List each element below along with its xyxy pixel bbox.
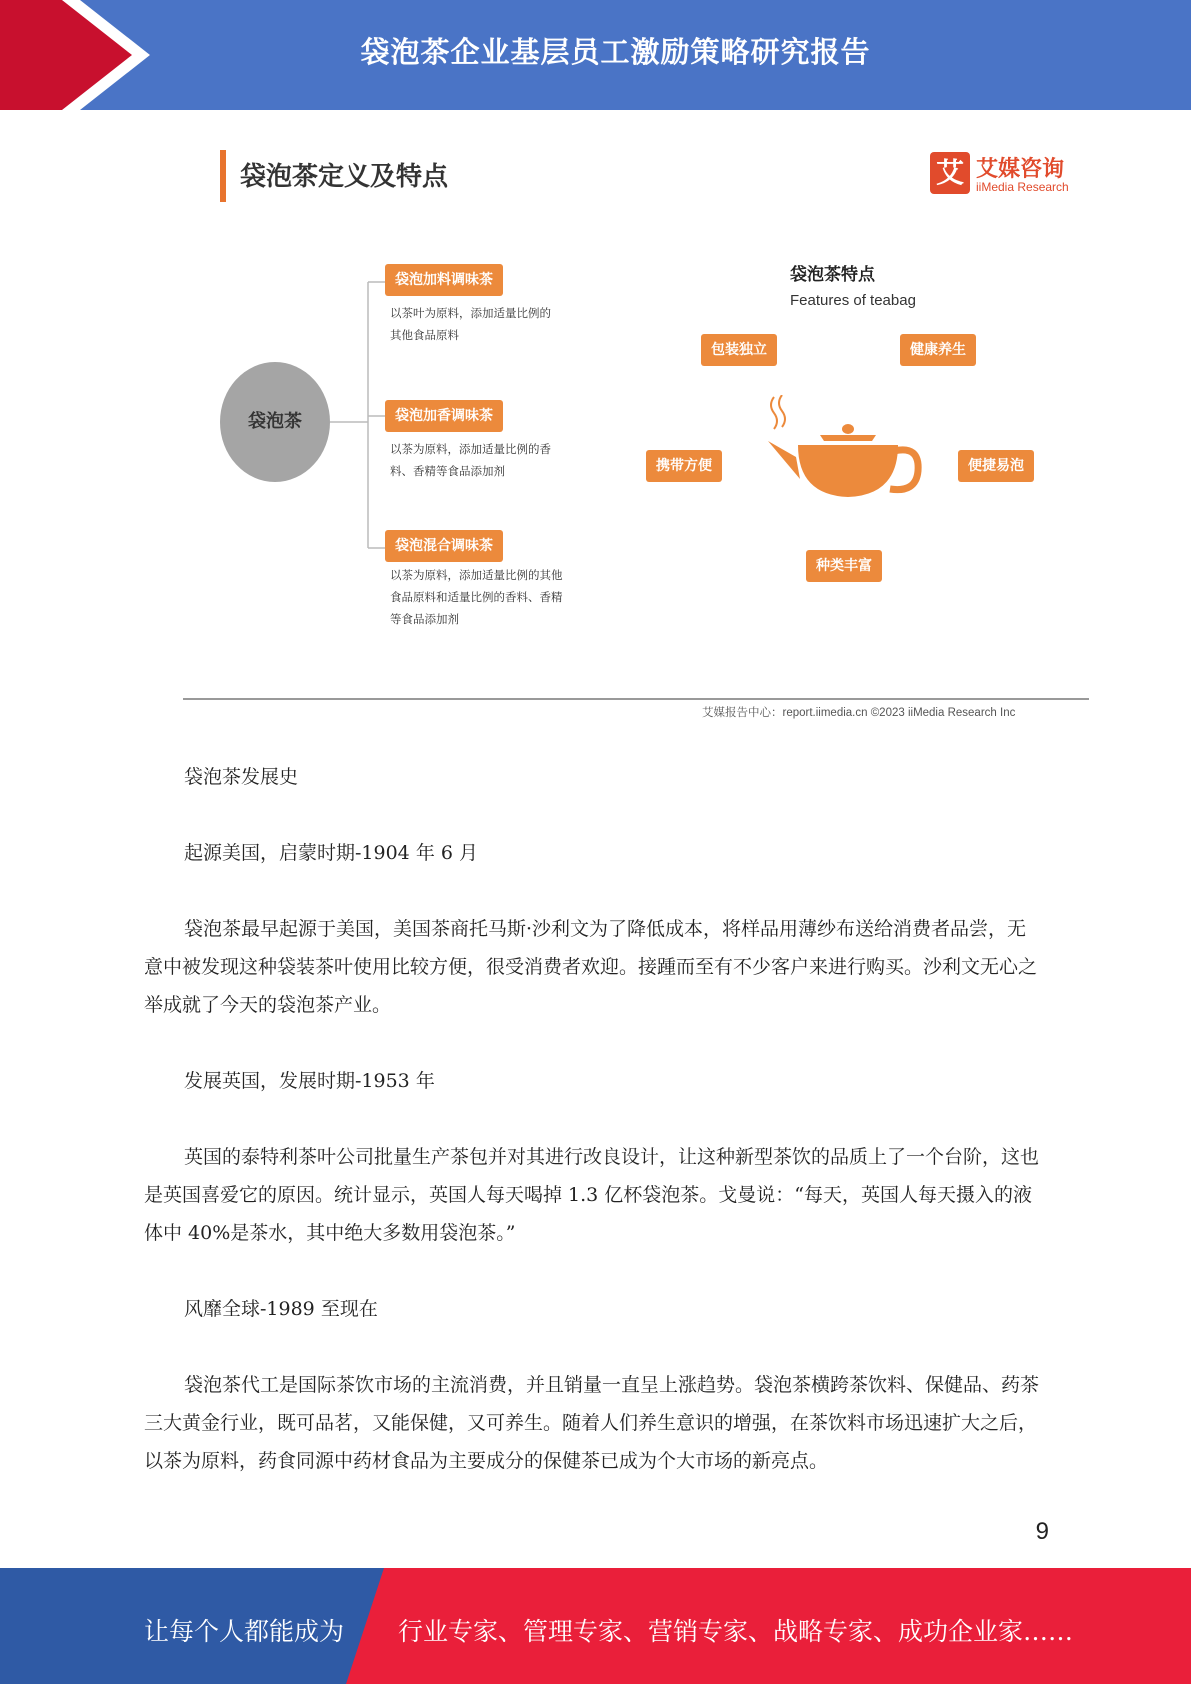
branch-desc-1: 以茶叶为原料，添加适量比例的 其他食品原料 <box>390 306 551 342</box>
figure-title: 袋泡茶定义及特点 <box>240 162 449 192</box>
page-header <box>0 0 1191 110</box>
logo-en-text: iiMedia Research <box>976 180 1069 194</box>
branch-desc-2: 以茶为原料，添加适量比例的香 料、香精等食品添加剂 <box>390 442 551 478</box>
page-number: 9 <box>1035 1518 1049 1545</box>
center-node: 袋泡茶 <box>220 362 330 482</box>
feature-tag-easy-brew: 便捷易泡 <box>958 450 1034 482</box>
footer-slogan-right: 行业专家、管理专家、营销专家、战略专家、成功企业家…… <box>398 1617 1074 1646</box>
features-title: 袋泡茶特点 <box>790 265 875 285</box>
feature-tag-variety: 种类丰富 <box>806 550 882 582</box>
feature-tag-health: 健康养生 <box>900 334 976 366</box>
footer-slogan-left: 让每个人都能成为 <box>144 1617 345 1646</box>
logo-cn-text: 艾媒咨询 <box>976 157 1065 182</box>
heading-global: 风靡全球-1989 至现在 <box>184 1298 378 1320</box>
figure-source: 艾媒报告中心：report.iimedia.cn ©2023 iiMedia Research Inc <box>702 707 1016 719</box>
heading-development: 发展英国，发展时期-1953 年 <box>184 1070 435 1092</box>
figure-divider <box>183 698 1089 700</box>
features-subtitle: Features of teabag <box>790 292 916 309</box>
teabag-definition-figure <box>140 130 1100 730</box>
heading-origin: 起源美国，启蒙时期-1904 年 6 月 <box>184 842 478 864</box>
branch-desc-3: 以茶为原料，添加适量比例的其他 食品原料和适量比例的香料、香精 等食品添加剂 <box>390 568 563 626</box>
branch-tag-3: 袋泡混合调味茶 <box>385 530 503 562</box>
report-title: 袋泡茶企业基层员工激励策略研究报告 <box>360 35 871 69</box>
feature-tag-portable: 携带方便 <box>646 450 722 482</box>
body-text <box>144 758 1044 1480</box>
paragraph-development: 英国的泰特利茶叶公司批量生产茶包并对其进行改良设计，让这种新型茶饮的品质上了一个台阶，这也是英国喜爱它的原因。统计显示，英国人每天喝掉 1.3 亿杯袋泡茶。戈曼说：“每天，英国人每天摄入的液体中 40%是茶水，其中绝大多数用袋泡茶。” <box>144 1146 1040 1244</box>
branch-tag-1: 袋泡加料调味茶 <box>385 264 503 296</box>
teapot-icon <box>768 395 928 505</box>
paragraph-origin: 袋泡茶最早起源于美国，美国茶商托马斯·沙利文为了降低成本，将样品用薄纱布送给消费者品尝，无意中被发现这种袋装茶叶使用比较方便，很受消费者欢迎。接踵而至有不少客户来进行购买。沙利文无心之举成就了今天的袋泡茶产业。 <box>144 918 1038 1016</box>
section-title: 袋泡茶发展史 <box>184 766 299 788</box>
branch-tag-2: 袋泡加香调味茶 <box>385 400 503 432</box>
feature-tag-packaging: 包装独立 <box>701 334 777 366</box>
paragraph-global: 袋泡茶代工是国际茶饮市场的主流消费，并且销量一直呈上涨趋势。袋泡茶横跨茶饮料、保健品、药茶三大黄金行业，既可品茗，又能保健，又可养生。随着人们养生意识的增强，在茶饮料市场迅速扩大之后，以茶为原料，药食同源中药材食品为主要成分的保健茶已成为个大市场的新亮点。 <box>144 1374 1040 1472</box>
logo-icon: 艾 <box>930 152 970 194</box>
page-footer <box>0 1568 1191 1684</box>
